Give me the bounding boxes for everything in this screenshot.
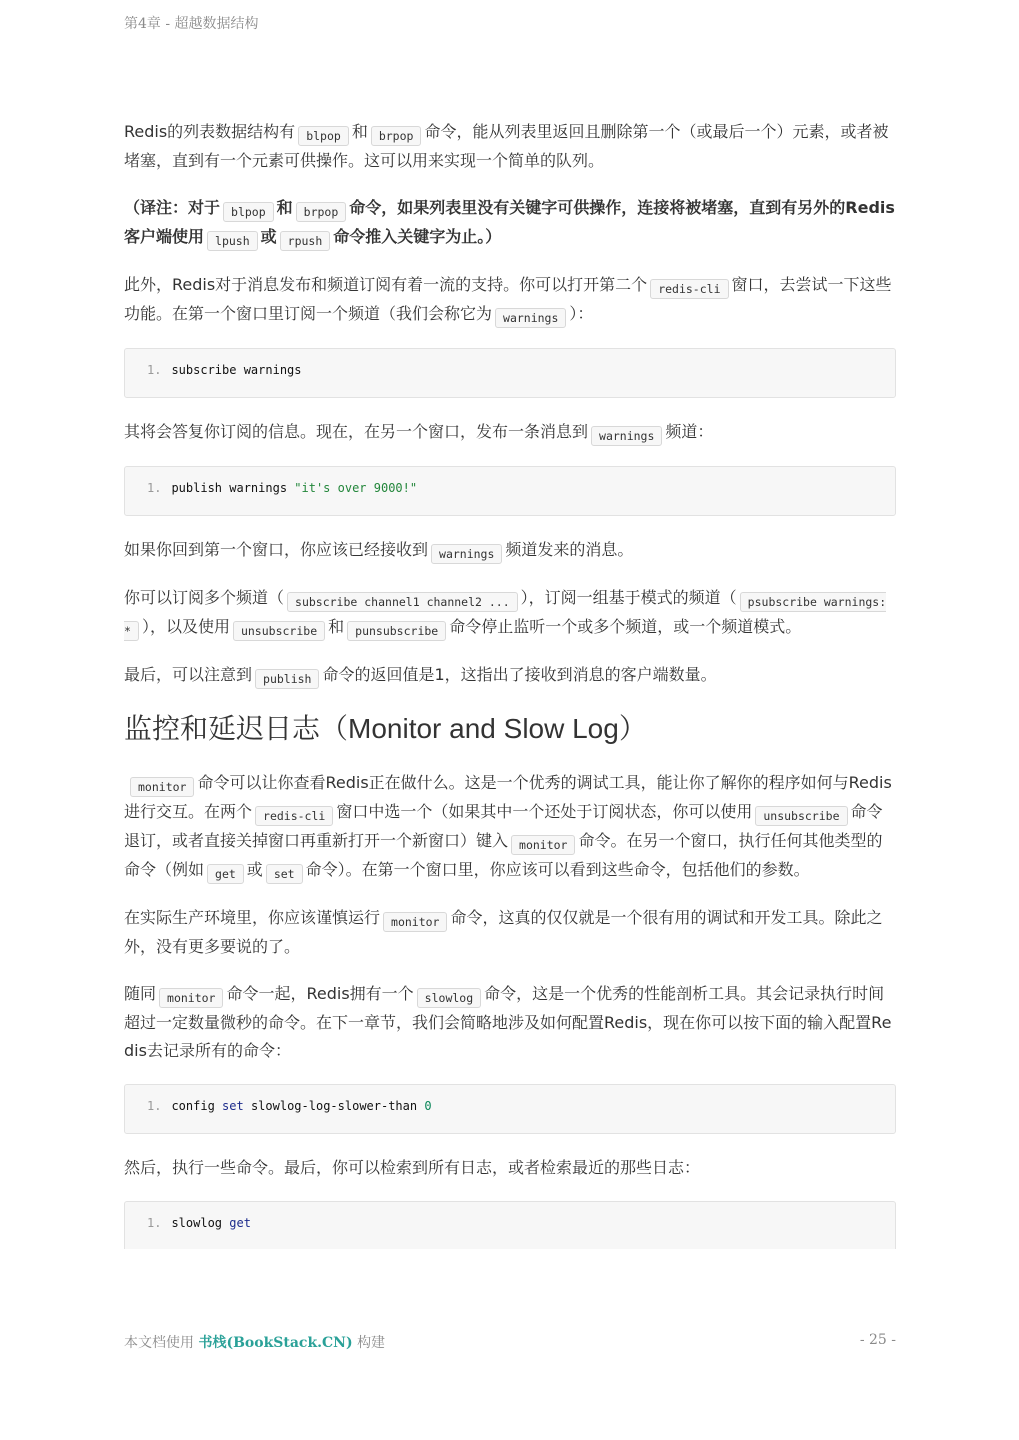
code-keyword: get xyxy=(229,1216,251,1230)
paragraph-slowlog: 随同 monitor 命令一起，Redis拥有一个 slowlog 命令，这是一个优秀的性能剖析工具。其会记录执行时间超过一定数量微秒的命令。在下一章节，我们会简略地涉及如何配置Redis，现在你可以按下面的输入配置Redis去记录所有的命令： xyxy=(124,984,892,1060)
inline-code-warnings: warnings xyxy=(431,544,502,564)
line-number: 1. xyxy=(147,363,162,377)
footer-brand-link[interactable]: 书栈(BookStack.CN) xyxy=(198,1335,353,1351)
inline-code-set: set xyxy=(266,864,303,884)
paragraph-monitor-caution: 在实际生产环境里，你应该谨慎运行 monitor 命令，这真的仅仅就是一个很有用的调试和开发工具。除此之外，没有更多要说的了。 xyxy=(124,908,883,956)
paragraph-publish-intro: 其将会答复你订阅的信息。现在，在另一个窗口，发布一条消息到 warnings 频道： xyxy=(124,418,896,447)
code-block-publish xyxy=(124,466,896,516)
line-number: 1. xyxy=(147,1099,162,1113)
inline-code-slowlog: slowlog xyxy=(417,988,481,1008)
code-number: 0 xyxy=(424,1099,432,1113)
inline-code-monitor: monitor xyxy=(383,912,447,932)
section-title: 监控和延迟日志（Monitor and Slow Log） xyxy=(124,713,647,744)
paragraph-receive-message: 如果你回到第一个窗口，你应该已经接收到 warnings 频道发来的消息。 xyxy=(124,536,896,565)
document-body xyxy=(124,118,896,1249)
code-line: 1. slowlog get xyxy=(147,1216,251,1230)
paragraph-publish-return: 最后，可以注意到 publish 命令的返回值是1，这指出了接收到消息的客户端数量。 xyxy=(124,661,896,690)
inline-code-psubscribe: psubscribe warnings:* xyxy=(124,592,886,641)
code-string: "it's over 9000!" xyxy=(294,481,418,495)
inline-code-subscribe-channels: subscribe channel1 channel2 ... xyxy=(287,592,518,612)
inline-code-monitor: monitor xyxy=(511,835,575,855)
inline-code-punsubscribe: punsubscribe xyxy=(347,621,446,641)
inline-code-blpop: blpop xyxy=(298,126,349,146)
inline-code-lpush: lpush xyxy=(207,231,258,251)
inline-code-brpop: brpop xyxy=(296,202,347,222)
paragraph-blpop-intro: Redis的列表数据结构有 blpop 和 brpop 命令，能从列表里返回且删除第一个（或最后一个）元素，或者被堵塞，直到有一个元素可供操作。这可以用来实现一个简单的队列。 xyxy=(124,122,889,170)
inline-code-warnings: warnings xyxy=(591,426,662,446)
paragraph-monitor: monitor 命令可以让你查看Redis正在做什么。这是一个优秀的调试工具，能让你了解你的程序如何与Redis进行交互。在两个 redis-cli 窗口中选一个（如果其中一个还处于订阅状态，你可以使用 unsubscribe 命令退订，或者直接关掉窗口再重新打开一个新窗口）键入 monitor 命令。在另一个窗口，执行任何其他类型的命令（例如 get 或 set 命令）。在第一个窗口里，你应该可以看到这些命令，包括他们的参数。 xyxy=(124,769,896,885)
line-number: 1. xyxy=(147,481,162,495)
inline-code-rpush: rpush xyxy=(280,231,331,251)
inline-code-brpop: brpop xyxy=(371,126,422,146)
inline-code-unsubscribe: unsubscribe xyxy=(233,621,325,641)
inline-code-redis-cli: redis-cli xyxy=(255,806,333,826)
inline-code-get: get xyxy=(207,864,244,884)
inline-code-warnings: warnings xyxy=(495,308,566,328)
code-block-config-slowlog xyxy=(124,1084,896,1134)
page-number: - 25 - xyxy=(859,1332,896,1348)
code-block-subscribe xyxy=(124,348,896,398)
inline-code-publish: publish xyxy=(255,669,319,689)
code-block-slowlog-get xyxy=(124,1201,896,1249)
inline-code-monitor: monitor xyxy=(130,777,194,797)
code-line: 1. config set slowlog-log-slower-than 0 xyxy=(147,1099,432,1113)
paragraph-pubsub-intro: 此外，Redis对于消息发布和频道订阅有着一流的支持。你可以打开第二个 redis-cli 窗口，去尝试一下这些功能。在第一个窗口里订阅一个频道（我们会称它为 warnings ）： xyxy=(124,271,896,329)
code-line: 1. subscribe warnings xyxy=(147,363,302,377)
code-line: 1. publish warnings "it's over 9000!" xyxy=(147,481,418,495)
paragraph-slowlog-retrieve: 然后，执行一些命令。最后，你可以检索到所有日志，或者检索最近的那些日志： xyxy=(124,1158,701,1177)
paragraph-multiple-channels: 你可以订阅多个频道（ subscribe channel1 channel2 ... ），订阅一组基于模式的频道（ psubscribe warnings:* ），以及使用 unsubscribe 和 punsubscribe 命令停止监听一个或多个频道，或一个频道模式。 xyxy=(124,584,896,642)
page-footer: 本文档使用 书栈(BookStack.CN) 构建 - 25 - xyxy=(124,1332,896,1351)
paragraph-translator-note: （译注：对于 blpop 和 brpop 命令，如果列表里没有关键字可供操作，连接将被堵塞，直到有另外的Redis客户端使用 lpush 或 rpush 命令推入关键字为止。） xyxy=(124,194,896,252)
inline-code-redis-cli: redis-cli xyxy=(650,279,728,299)
inline-code-unsubscribe: unsubscribe xyxy=(755,806,847,826)
code-keyword: set xyxy=(222,1099,244,1113)
running-header: 第4章 - 超越数据结构 xyxy=(124,16,259,32)
inline-code-blpop: blpop xyxy=(223,202,274,222)
line-number: 1. xyxy=(147,1216,162,1230)
inline-code-monitor: monitor xyxy=(159,988,223,1008)
